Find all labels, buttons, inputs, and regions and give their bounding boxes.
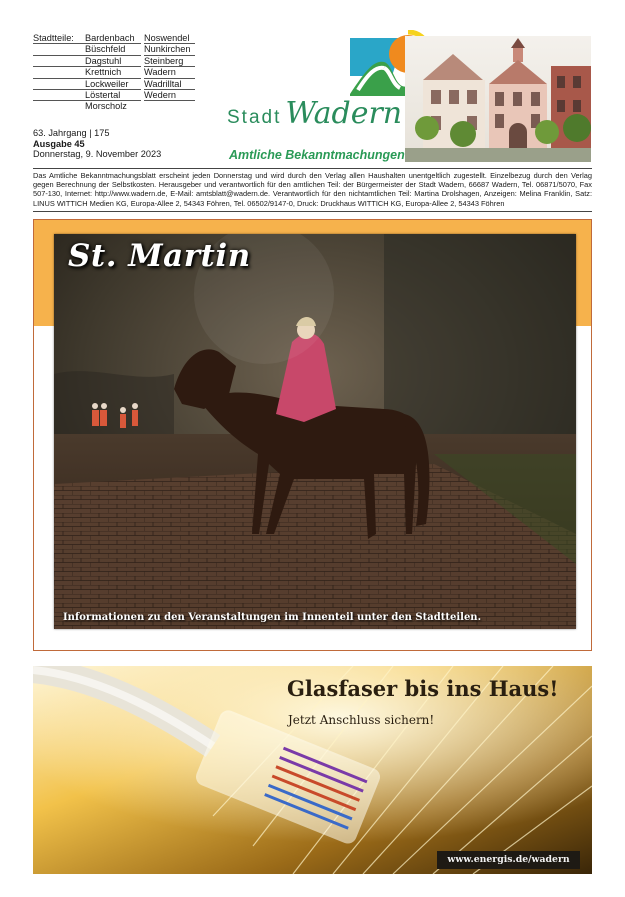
districts-column-1 [85, 33, 141, 113]
publication-subtitle: Amtliche Bekanntmachungen [229, 148, 405, 162]
district-item: Wedern [144, 90, 195, 101]
district-item: Wadrilltal [144, 79, 195, 90]
issue-line: Ausgabe 45 [33, 138, 85, 149]
date-line: Donnerstag, 9. November 2023 [33, 149, 162, 160]
district-item: Lockweiler [85, 79, 141, 90]
district-item: Bardenbach [85, 33, 141, 44]
feature-photo [54, 234, 576, 629]
feature-title: St. Martin [68, 238, 251, 274]
brand-stadt: Stadt [227, 107, 282, 128]
volume-line: 63. Jahrgang | 175 [33, 128, 110, 138]
feature-caption: Informationen zu den Veranstaltungen im Innenteil unter den Stadtteilen. [63, 612, 482, 623]
imprint-text: Das Amtliche Bekanntmachungsblatt erscheint jeden Donnerstag und wird durch den Verlag allen Haushalten unentgeltlich zugestellt. Einzelbezug durch den Verlag gegen Berechnung der Selbstkosten. Herausgeber und verantwortlich für den amtlichen Teil: der Bürgermeister der Stadt Wadern, 66687 Wadern, Tel. 06871/5070, Fax 507-130, Internet: http://www.wadern.de, E-Mail: amtsblatt@wadern.de. Verantwortlich für den nichtamtlichen Teil: Martina Drolshagen, Anzeigen: Melina Franklin, Satz: LINUS WITTICH Medien KG, Europa-Allee 2, 54343 Föhren, Tel. 06502/9147-0, Druck: Druckhaus WITTICH KG, Europa-Allee 2, 54343 Föhren [33, 168, 592, 212]
district-item: Nunkirchen [144, 44, 195, 55]
issue-info [33, 128, 161, 160]
district-item: Dagstuhl [85, 56, 141, 67]
brand-wadern: Wadern [285, 96, 403, 131]
district-item: Morscholz [85, 101, 127, 112]
energis-advertisement[interactable] [33, 666, 592, 874]
district-item: Wadern [144, 67, 195, 78]
district-item: Büschfeld [85, 44, 141, 55]
town-hall-image [405, 36, 591, 162]
ad-url-link[interactable]: www.energis.de/wadern [437, 851, 580, 869]
ad-subline: Jetzt Anschluss sichern! [288, 713, 435, 727]
district-item: Noswendel [144, 33, 195, 44]
district-item: Krettnich [85, 67, 141, 78]
districts-label: Stadtteile: [33, 33, 74, 43]
districts-column-2 [144, 33, 195, 101]
st-martin-photo-image [54, 234, 576, 629]
district-item: Steinberg [144, 56, 195, 67]
brand-wordmark [227, 96, 402, 131]
feature-box [33, 219, 592, 651]
district-item: Löstertal [85, 90, 141, 101]
ad-headline: Glasfaser bis ins Haus! [287, 676, 559, 701]
